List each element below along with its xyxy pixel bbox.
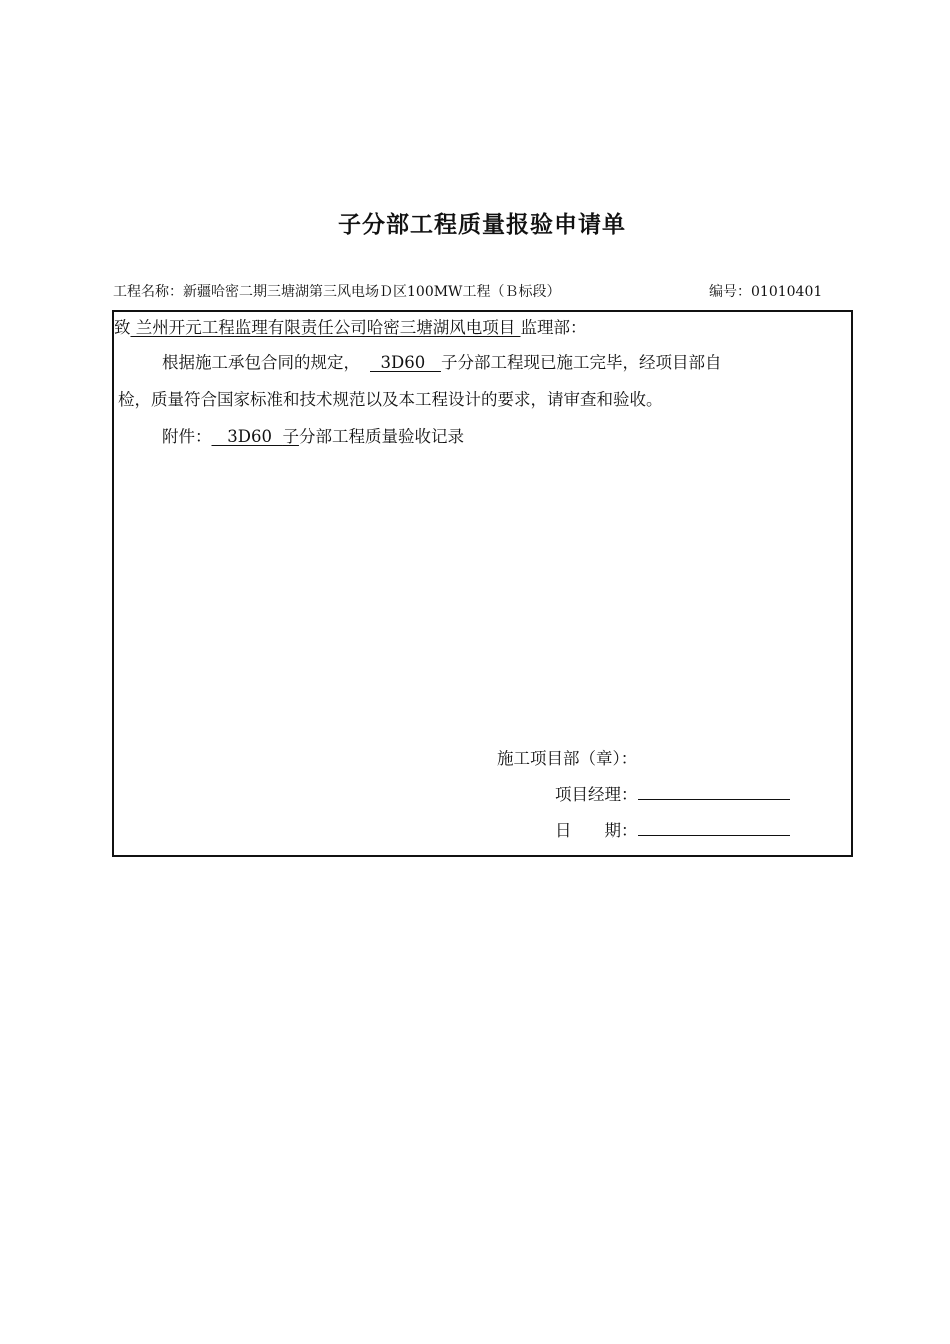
addressee-line [114, 317, 587, 339]
para1-end: 子分部工程现已施工完毕，经项目部自 [440, 353, 722, 372]
to-suffix: 监理部： [520, 318, 587, 337]
attachment-first-char: 子 [282, 427, 299, 446]
number-value: 01010401 [751, 284, 823, 300]
paragraph-1 [162, 352, 721, 374]
construction-dept-seal: 施工项目部（章）： [497, 749, 638, 768]
document-title: 子分部工程质量报验申请单 [338, 212, 626, 238]
project-name: 新疆哈密二期三塘湖第三风电场Ｄ区100MW工程（Ｂ标段） [183, 284, 561, 300]
para1-start: 根据施工承包合同的规定， [162, 353, 360, 372]
attachment-code: 3D60 [211, 427, 283, 446]
manager-label: 项目经理： [555, 785, 638, 804]
date-label: 日 期： [555, 821, 638, 840]
attachment-label: 附件： [162, 427, 212, 446]
form-box [112, 310, 853, 857]
number-label: 编号： [709, 284, 751, 300]
attachment-rest: 分部工程质量验收记录 [298, 427, 464, 446]
attachment-line [162, 426, 464, 448]
manager-line [555, 783, 790, 806]
document-number [709, 281, 822, 301]
manager-signature-blank[interactable] [638, 783, 790, 800]
project-label: 工程名称： [113, 284, 183, 300]
supervisor-org: 兰州开元工程监理有限责任公司哈密三塘湖风电项目 [130, 318, 521, 337]
paragraph-2: 检，质量符合国家标准和技术规范以及本工程设计的要求，请审查和验收。 [118, 390, 663, 409]
date-blank[interactable] [638, 819, 790, 836]
date-line [555, 819, 790, 842]
to-prefix: 致 [114, 318, 131, 337]
subproject-code: 3D60 [370, 353, 441, 372]
project-name-line [113, 281, 560, 301]
